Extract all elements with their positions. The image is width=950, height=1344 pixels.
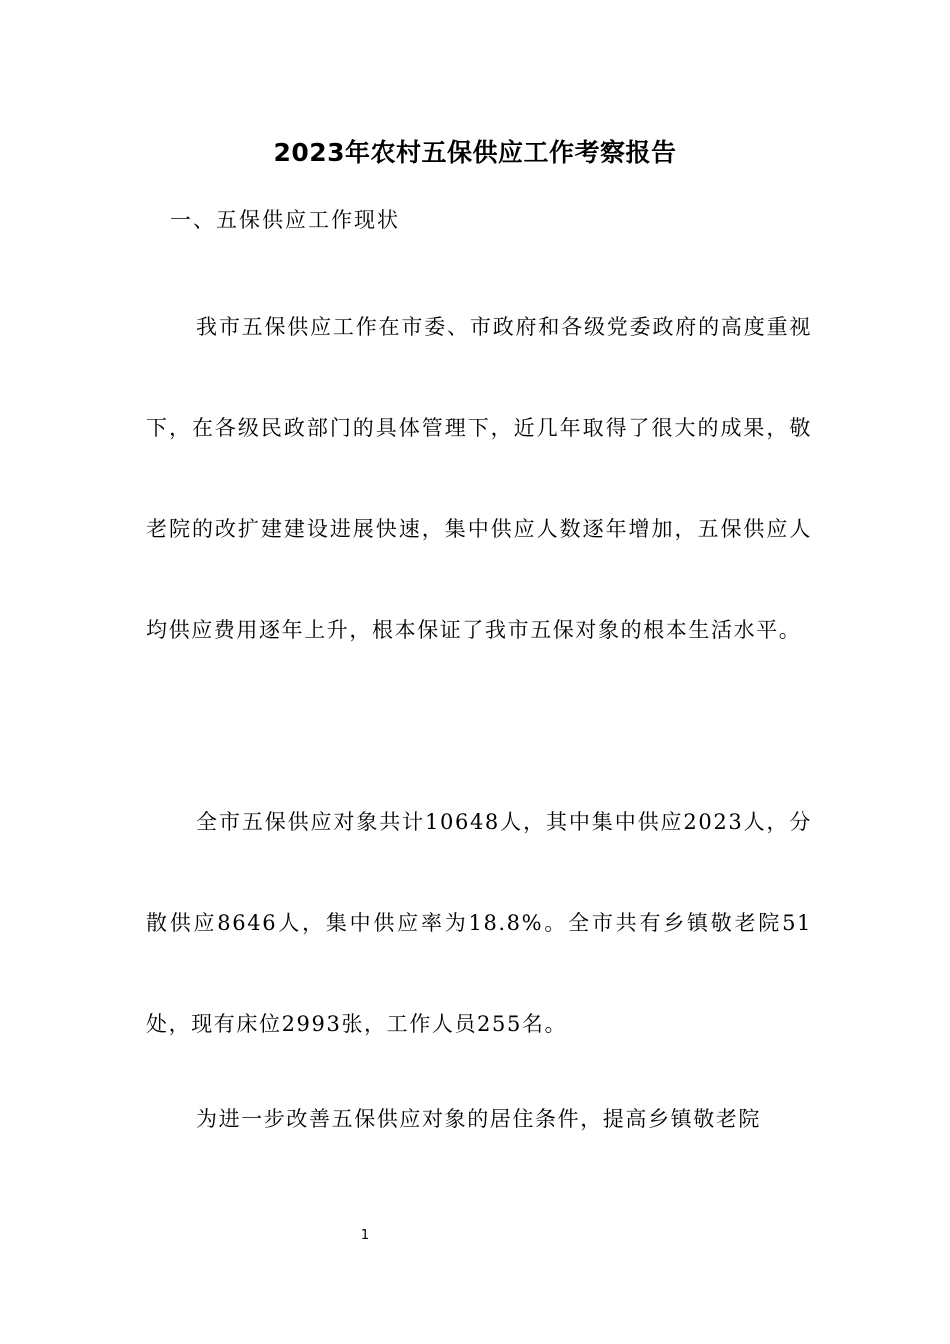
section-heading: 一、五保供应工作现状 [170, 208, 400, 232]
paragraph-text: 全市五保供应对象共计10648人，其中集中供应2023人，分散供应8646人，集中供应率为18.8%。全市共有乡镇敬老院51处，现有床位2993张，工作人员255名。 [146, 810, 812, 1036]
paragraph-text: 为进一步改善五保供应对象的居住条件，提高乡镇敬老院 [196, 1107, 761, 1131]
document-title: 2023年农村五保供应工作考察报告 [273, 138, 677, 167]
paragraph-status-overview [146, 277, 812, 681]
paragraph-text: 我市五保供应工作在市委、市政府和各级党委政府的高度重视下，在各级民政部门的具体管理下，近几年取得了很大的成果，敬老院的改扩建建设进展快速，集中供应人数逐年增加，五保供应人均供应费用逐年上升，根本保证了我市五保对象的根本生活水平。 [146, 315, 812, 642]
paragraph-improvement [146, 1069, 812, 1170]
page-number: 1 [360, 1228, 370, 1243]
paragraph-statistics [146, 772, 812, 1075]
